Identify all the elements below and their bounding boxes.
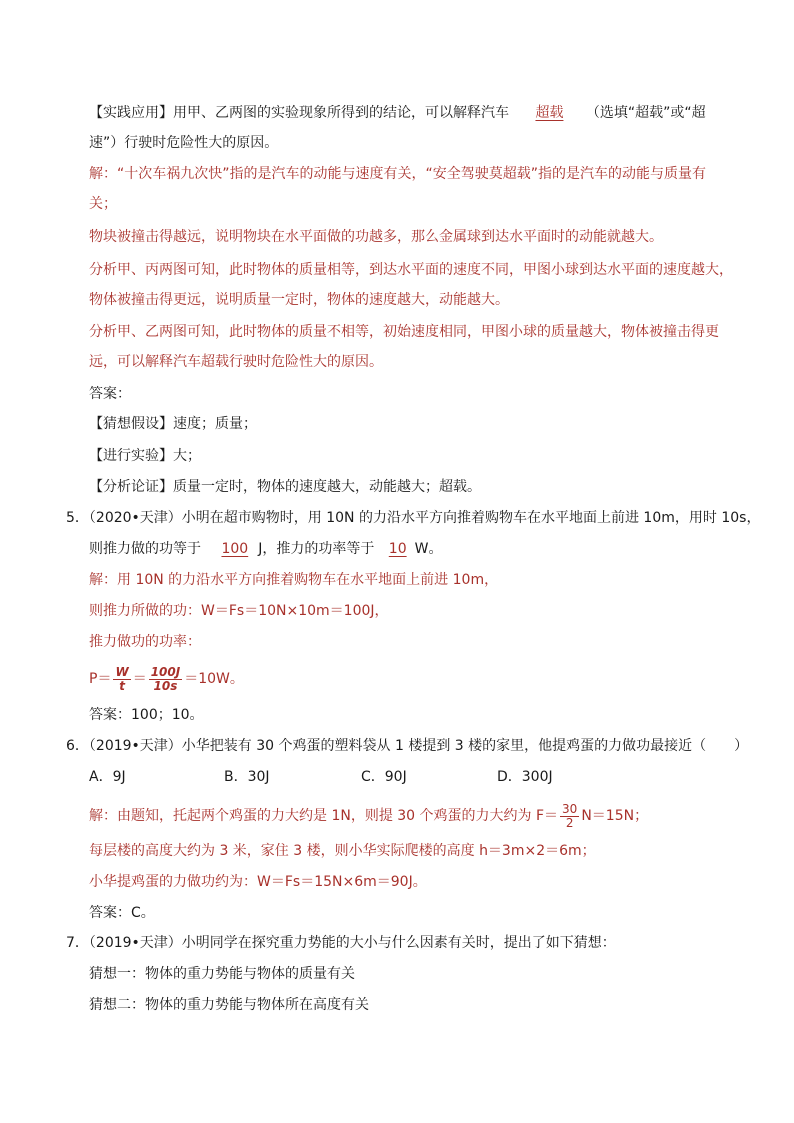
question-7-line-1: 7．（2019•天津）小明同学在探究重力势能的大小与什么因素有关时，提出了如下猜想： [66, 935, 616, 951]
solution-5-line-3: 推力做功的功率： [89, 634, 201, 650]
practice-line-1: 【实践应用】用甲、乙两图的实验现象所得到的结论，可以解释汽车 超载 （选填“超载”或“超 [89, 105, 706, 121]
solution-4-line-1: 解：“十次车祸九次快”指的是汽车的动能与速度有关，“安全驾驶莫超载”指的是汽车的动能与质量有 [89, 166, 707, 182]
question-7-guess-2: 猜想二：物体的重力势能与物体所在高度有关 [89, 997, 369, 1013]
answer-4-item-1: 【猜想假设】速度；质量； [89, 416, 257, 432]
solution-4-line-6: 分析甲、乙两图可知，此时物体的质量不相等，初始速度相同，甲图小球的质量越大，物体被撞击得更 [89, 324, 719, 340]
fraction-100j-over-10s: $\frac{100J}{10s}$ [150, 664, 181, 693]
solution-4-line-7: 远，可以解释汽车超载行驶时危险性大的原因。 [89, 354, 383, 370]
answer-4-label: 答案： [89, 386, 131, 402]
option-b: B．30J [224, 769, 270, 785]
solution-5-formula: P＝ $\frac{W}{t}$ ＝ $\frac{100J}{10s}$ ＝10W。 [89, 664, 244, 693]
option-a: A．9J [89, 769, 126, 785]
solution-4-line-3: 物块被撞击得越远，说明物块在水平面做的功越多，那么金属球到达水平面时的动能就越大。 [89, 229, 663, 245]
question-6-options [89, 767, 553, 787]
question-7-guess-1: 猜想一：物体的重力势能与物体的质量有关 [89, 966, 355, 982]
option-c: C．90J [361, 769, 407, 785]
answer-4-item-2: 【进行实验】大； [89, 448, 201, 464]
solution-6-line-1: 解：由题知，托起两个鸡蛋的力大约是 1N，则提 30 个鸡蛋的力大约为 F＝ $\frac{30}{2}$ N＝15N； [89, 801, 649, 830]
solution-4-line-5: 物体被撞击得更远，说明质量一定时，物体的速度越大，动能越大。 [89, 292, 509, 308]
question-6-line-1: 6．（2019•天津）小华把装有 30 个鸡蛋的塑料袋从 1 楼提到 3 楼的家里，他提鸡蛋的力做功最接近（ ） [66, 738, 749, 754]
answer-5: 答案：100；10。 [89, 707, 204, 723]
answer-4-item-3: 【分析论证】质量一定时，物体的速度越大，动能越大；超载。 [89, 479, 481, 495]
solution-6-line-3: 小华提鸡蛋的力做功约为：W＝Fs＝15N×6m＝90J。 [89, 874, 427, 890]
answer-blank-work: 100 [221, 541, 249, 557]
question-5-line-1: 5．（2020•天津）小明在超市购物时，用 10N 的力沿水平方向推着购物车在水平地面上前进 10m，用时 10s， [66, 510, 761, 526]
option-d: D．300J [497, 769, 553, 785]
solution-5-line-2: 则推力所做的功：W＝Fs＝10N×10m＝100J， [89, 603, 389, 619]
practice-line-2: 速”）行驶时危险性大的原因。 [89, 135, 279, 151]
fraction-30-over-2: $\frac{30}{2}$ [562, 801, 578, 830]
solution-4-line-2: 关； [89, 196, 117, 212]
solution-5-line-1: 解：用 10N 的力沿水平方向推着购物车在水平地面上前进 10m， [89, 572, 499, 588]
solution-4-line-4: 分析甲、丙两图可知，此时物体的质量相等，到达水平面的速度不同，甲图小球到达水平面的速度越大， [89, 262, 733, 278]
question-5-line-2: 则推力做的功等于 100 J，推力的功率等于 10 W。 [89, 541, 443, 557]
solution-6-line-2: 每层楼的高度大约为 3 米，家住 3 楼，则小华实际爬楼的高度 h＝3m×2＝6m； [89, 843, 596, 859]
answer-6: 答案：C。 [89, 905, 155, 921]
answer-blank-power: 10 [388, 541, 407, 557]
fraction-w-over-t: $\frac{W}{t}$ [115, 664, 129, 693]
answer-blank-practice: 超载 [535, 105, 564, 121]
